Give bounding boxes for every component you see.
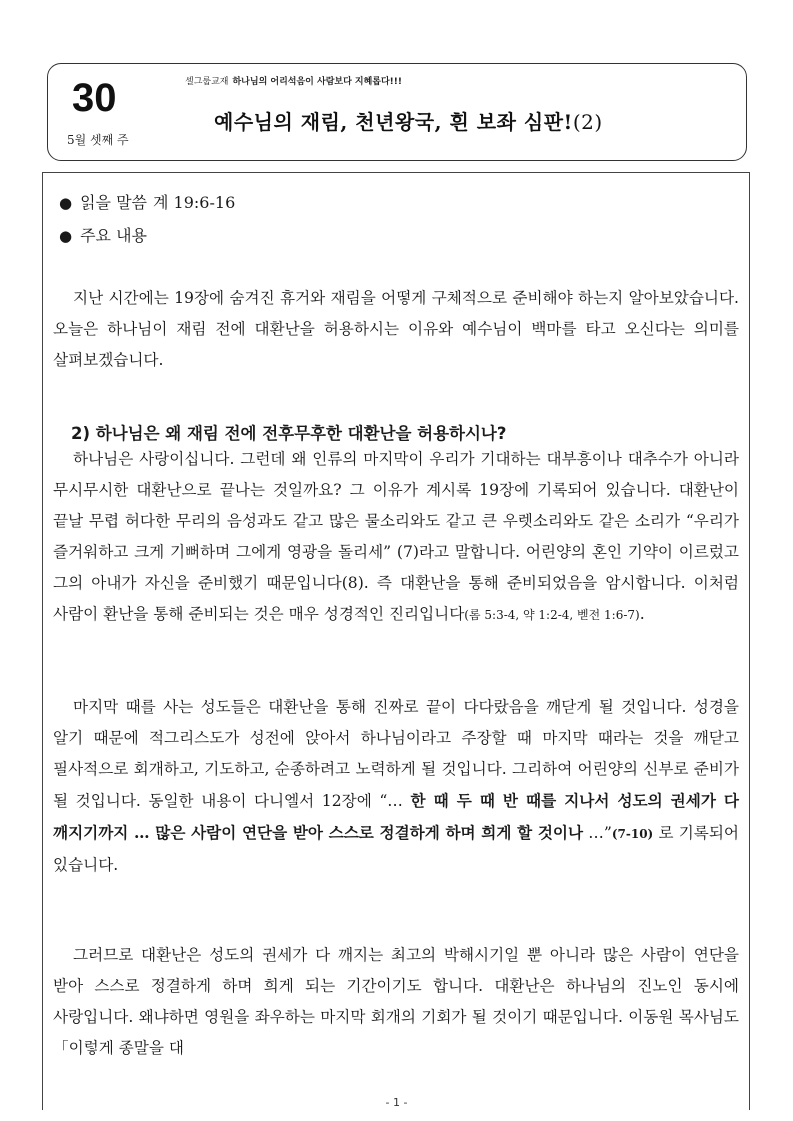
paragraph-2-end: 로 기록되어 있습니다. bbox=[53, 824, 739, 874]
intro-text: 지난 시간에는 19장에 숨겨진 휴거와 재림을 어떻게 구체적으로 준비해야 하는지 알아보았습니다. 오늘은 하나님이 재림 전에 대환난을 허용하시는 이유와 예수님이 백마를 타고 오신다는 의미를 살펴보겠습니다. bbox=[53, 289, 739, 369]
bullet-icon: ● bbox=[59, 227, 73, 245]
body-paragraph-2 bbox=[53, 692, 739, 881]
page-number: - 1 - bbox=[385, 1096, 408, 1109]
paragraph-1-end: . bbox=[639, 605, 645, 623]
paragraph-2-reference: (7-10) bbox=[611, 827, 654, 841]
body-paragraph-3 bbox=[53, 940, 739, 1064]
lesson-title-main: 예수님의 재림, 천년왕국, 흰 보좌 심판! bbox=[214, 110, 573, 134]
series-line bbox=[185, 74, 402, 87]
bullet-icon: ● bbox=[59, 194, 73, 212]
week-label: 5월 셋째 주 bbox=[67, 133, 129, 147]
series-label: 셀그룹교재 bbox=[185, 77, 229, 87]
paragraph-2-mid: …” bbox=[583, 824, 612, 842]
intro-paragraph bbox=[53, 283, 739, 376]
paragraph-2-text: 마지막 때를 사는 성도들은 대환난을 통해 진짜로 끝이 다다랐음을 깨닫게 될 것입니다. 성경을 알기 때문에 적그리스도가 성전에 앉아서 하나님이라고 주장할 때 마지막 때라는 것을 깨닫고 필사적으로 회개하고, 기도하고, 순종하려고 노력하게 될 것입니다. 그리하여 어린양의 신부로 준비가 될 것입니다. 동일한 내용이 다니엘서 12장에 “… bbox=[53, 698, 739, 810]
reading-label: 읽을 말씀 bbox=[80, 193, 148, 212]
body-paragraph-1 bbox=[53, 444, 739, 631]
paragraph-1-text: 하나님은 사랑이십니다. 그런데 왜 인류의 마지막이 우리가 기대하는 대부흥이나 대추수가 아니라 무시무시한 대환난으로 끝나는 것일까요? 그 이유가 계시록 19장에 기록되어 있습니다. 대환난이 끝날 무렵 허다한 무리의 음성과도 같고 많은 물소리와도 같고 큰 우렛소리와도 같은 소리가 “우리가 즐거워하고 크게 기뻐하며 그에게 영광을 돌리세” (7)라고 말합니다. 어린양의 혼인 기약이 이르렀고 그의 아내가 자신을 준비했기 때문입니다(8). 즉 대환난을 통해 준비되었음을 암시합니다. 이처럼 사람이 환난을 통해 준비되는 것은 매우 성경적인 진리입니다 bbox=[53, 450, 739, 623]
lesson-number: 30 bbox=[72, 76, 117, 120]
daniel-quote: 한 때 두 때 반 때를 지나서 성도의 권세가 다 깨지기까지 … 많은 사람이 연단을 받아 스스로 정결하게 하며 희게 할 것이나 bbox=[53, 791, 739, 842]
summary-label: 주요 내용 bbox=[80, 226, 148, 245]
paragraph-1-reference: (롬 5:3-4, 약 1:2-4, 벧전 1:6-7) bbox=[464, 608, 640, 622]
summary-line bbox=[59, 223, 147, 246]
reading-reference: 계 19:6-16 bbox=[153, 193, 236, 212]
section-heading: 2) 하나님은 왜 재림 전에 전후무후한 대환난을 허용하시나? bbox=[71, 424, 507, 443]
reading-line bbox=[59, 190, 235, 213]
lesson-title-part: (2) bbox=[572, 110, 603, 134]
paragraph-3-text: 그러므로 대환난은 성도의 권세가 다 깨지는 최고의 박해시기일 뿐 아니라 많은 사람이 연단을 받아 스스로 정결하게 하며 희게 되는 기간이기도 합니다. 대환난은 하나님의 진노인 동시에 사랑입니다. 왜냐하면 영원을 좌우하는 마지막 회개의 기회가 될 것이기 때문입니다. 이동원 목사님도 「이렇게 종말을 대 bbox=[53, 946, 739, 1057]
lesson-header bbox=[47, 63, 747, 161]
lesson-content bbox=[42, 172, 750, 1110]
lesson-title bbox=[214, 106, 603, 135]
series-title: 하나님의 어리석음이 사람보다 지혜롭다!!! bbox=[232, 77, 402, 87]
